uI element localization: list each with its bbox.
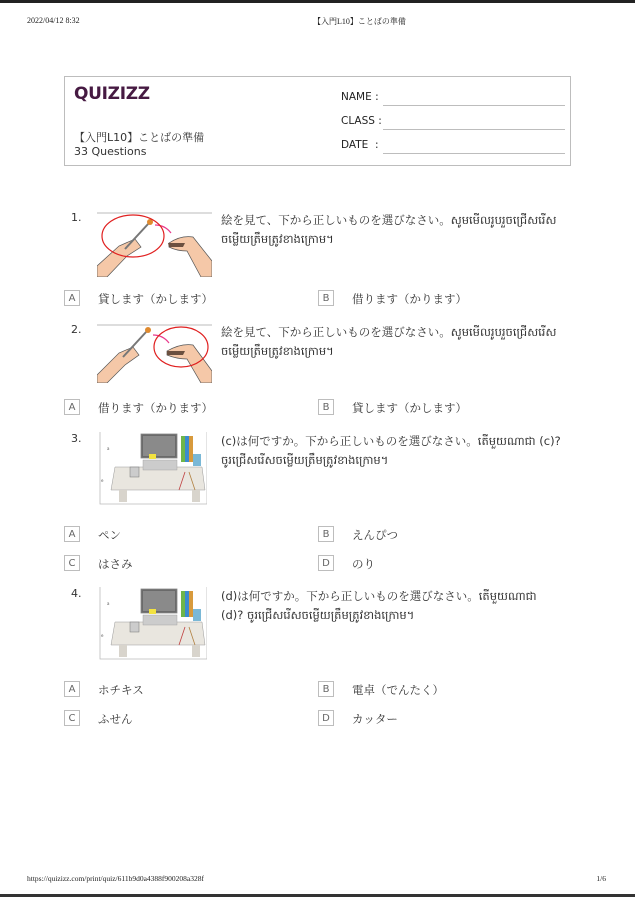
option-letter: A bbox=[64, 681, 80, 697]
quiz-title: 【入門L10】ことばの準備 bbox=[74, 131, 205, 144]
option-letter: B bbox=[318, 681, 334, 697]
page-number: 1/6 bbox=[596, 874, 606, 883]
option-letter: D bbox=[318, 555, 334, 571]
svg-text:e: e bbox=[101, 633, 104, 638]
option-text: のり bbox=[352, 557, 375, 571]
option-letter: A bbox=[64, 399, 80, 415]
quizizz-logo: QUIZIZZ bbox=[74, 84, 150, 104]
question-image-hand-receiving bbox=[97, 323, 212, 383]
print-title: 【入門L10】ことばの準備 bbox=[313, 17, 406, 26]
window-top-edge bbox=[0, 0, 635, 3]
print-url: https://quizizz.com/print/quiz/611b9d0a4388f900208a328f bbox=[27, 874, 204, 883]
option-b bbox=[318, 290, 558, 308]
option-b bbox=[318, 399, 558, 417]
question-4 bbox=[64, 587, 574, 732]
question-number: 4. bbox=[71, 587, 82, 600]
option-b bbox=[318, 526, 558, 544]
question-number: 1. bbox=[71, 211, 82, 224]
question-image-office-desk bbox=[97, 587, 212, 662]
question-number: 3. bbox=[71, 432, 82, 445]
question-number: 2. bbox=[71, 323, 82, 336]
option-a bbox=[64, 526, 304, 544]
print-footer bbox=[0, 874, 635, 886]
question-3 bbox=[64, 432, 574, 577]
option-letter: C bbox=[64, 710, 80, 726]
option-letter: B bbox=[318, 526, 334, 542]
worksheet-header bbox=[64, 76, 571, 166]
option-a bbox=[64, 399, 304, 417]
option-d bbox=[318, 555, 558, 573]
question-image-hand-giving bbox=[97, 211, 212, 277]
option-text: 貸します（かします） bbox=[352, 401, 467, 415]
option-text: 電卓（でんたく） bbox=[352, 683, 444, 697]
question-text: 絵を見て、下から正しいものを選びなさい。សូមមើលរូបរួចជ្រើសរើសចម្លើយត្រឹមត្រូវខាងក្រោម។ bbox=[221, 325, 557, 358]
svg-text:a: a bbox=[107, 446, 110, 451]
question-image-office-desk bbox=[97, 432, 212, 507]
option-text: 借ります（かります） bbox=[98, 401, 213, 415]
option-text: ふせん bbox=[98, 712, 133, 726]
option-b bbox=[318, 681, 558, 699]
option-text: カッター bbox=[352, 712, 398, 726]
question-text: 絵を見て、下から正しいものを選びなさい。សូមមើលរូបរួចជ្រើសរើសចម្លើយត្រឹមត្រូវខាងក្រោម។ bbox=[221, 213, 557, 246]
option-letter: D bbox=[318, 710, 334, 726]
option-letter: C bbox=[64, 555, 80, 571]
question-text: (d)は何ですか。下から正しいものを選びなさい。តើមួយណាជា (d)? ចូរជ្រើសរើសចម្លើយត្រឹមត្រូវខាងក្រោម។ bbox=[221, 589, 537, 622]
option-letter: A bbox=[64, 290, 80, 306]
class-label: CLASS : bbox=[341, 115, 382, 127]
name-field bbox=[341, 91, 565, 107]
svg-text:e: e bbox=[101, 478, 104, 483]
print-header bbox=[0, 16, 635, 30]
option-a bbox=[64, 290, 304, 308]
option-c bbox=[64, 710, 304, 728]
date-label: DATE : bbox=[341, 139, 379, 151]
name-line bbox=[383, 105, 565, 106]
option-text: 貸します（かします） bbox=[98, 292, 213, 306]
question-2 bbox=[64, 323, 574, 418]
svg-text:a: a bbox=[107, 601, 110, 606]
date-field bbox=[341, 139, 565, 155]
option-letter: B bbox=[318, 399, 334, 415]
question-count: 33 Questions bbox=[74, 145, 147, 158]
class-line bbox=[383, 129, 565, 130]
option-text: ペン bbox=[98, 528, 121, 542]
question-1 bbox=[64, 211, 574, 311]
option-text: 借ります（かります） bbox=[352, 292, 467, 306]
question-text: (c)は何ですか。下から正しいものを選びなさい。តើមួយណាជា (c)? ចូរជ្រើសរើសចម្លើយត្រឹមត្រូវខាងក្រោម។ bbox=[221, 434, 561, 467]
option-text: ホチキス bbox=[98, 683, 144, 697]
date-line bbox=[383, 153, 565, 154]
option-a bbox=[64, 681, 304, 699]
option-c bbox=[64, 555, 304, 573]
class-field bbox=[341, 115, 565, 131]
name-label: NAME : bbox=[341, 91, 379, 103]
option-d bbox=[318, 710, 558, 728]
print-datetime: 2022/04/12 8:32 bbox=[27, 16, 80, 25]
option-letter: B bbox=[318, 290, 334, 306]
option-letter: A bbox=[64, 526, 80, 542]
option-text: はさみ bbox=[98, 557, 133, 571]
option-text: えんぴつ bbox=[352, 528, 398, 542]
